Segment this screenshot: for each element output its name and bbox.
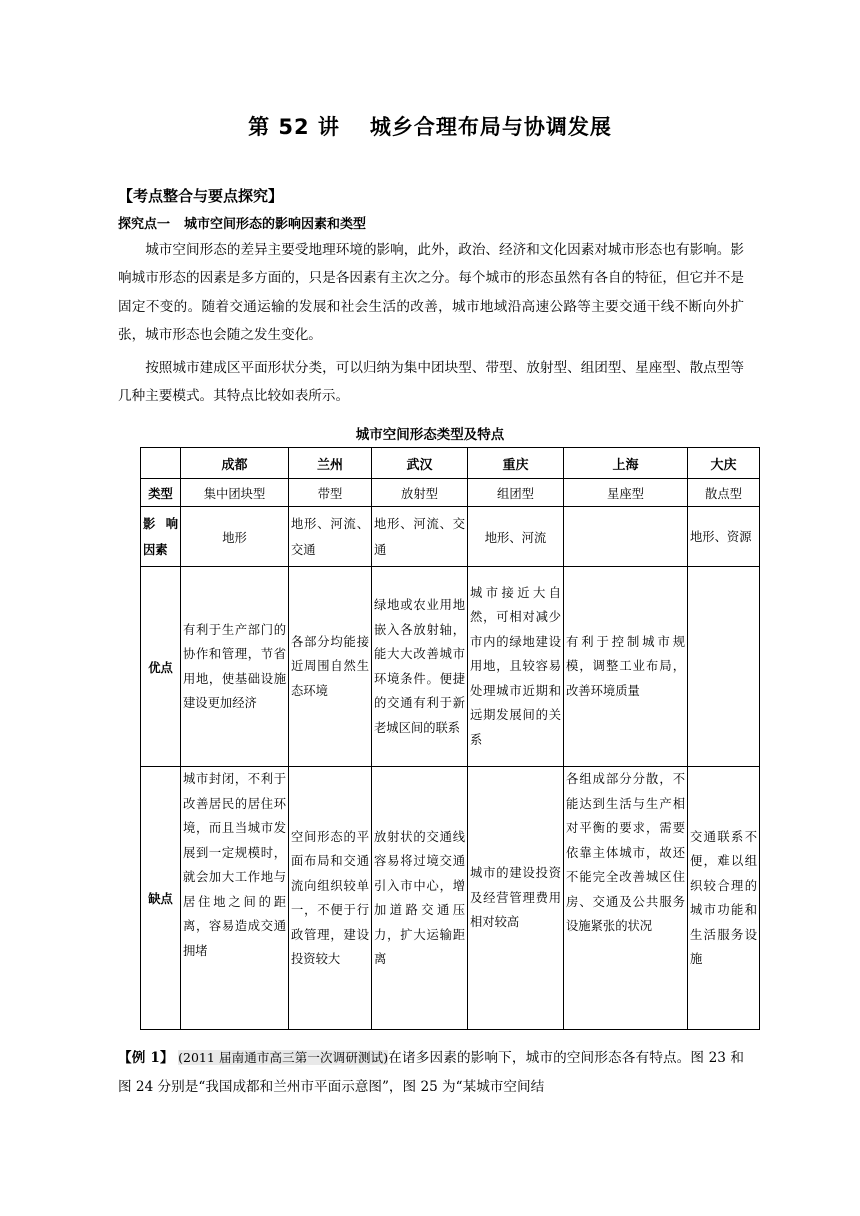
table-cell: 地形、河流、交通 (289, 507, 372, 567)
row-label: 优点 (141, 567, 181, 767)
table-row-pros (141, 567, 760, 767)
section-heading: 【考点整合与要点探究】 (118, 187, 284, 205)
table-cell: 集中团块型 (181, 479, 289, 507)
page-title (0, 111, 860, 141)
example-1 (118, 1044, 744, 1101)
table-cell: 地形、河流 (468, 507, 564, 567)
table-cell: 城市的建设投资及经营管理费用相对较高 (468, 767, 564, 1030)
table-row-type (141, 479, 760, 507)
row-label: 类型 (141, 479, 181, 507)
table-cell (564, 507, 688, 567)
table-cell (688, 567, 760, 767)
example-label: 【例 1】 (118, 1050, 174, 1066)
row-label: 影响因素 (141, 507, 181, 567)
table-cell: 各组成部分分散，不能达到生活与生产相对平衡的要求，需要依靠主体城市，故还不能完全改善城区住房、交通及公共服务设施紧张的状况 (564, 767, 688, 1030)
table-cell: 绿地或农业用地嵌入各放射轴，能大大改善城市环境条件。便捷的交通有利于新老城区间的联系 (372, 567, 468, 767)
table-cell: 城市封闭，不利于改善居民的居住环境，而且当城市发展到一定规模时，就会加大工作地与居住地之间的距离，容易造成交通拥堵 (181, 767, 289, 1030)
subsection-heading (118, 213, 366, 232)
table-cell: 有利于生产部门的协作和管理，节省用地，使基础设施建设更加经济 (181, 567, 289, 767)
col-header: 大庆 (688, 448, 760, 479)
subsection-text: 城市空间形态的影响因素和类型 (184, 217, 367, 232)
table-cell: 放射状的交通线容易将过境交通引入市中心，增加道路交通压力，扩大运输距离 (372, 767, 468, 1030)
table-cell: 空间形态的平面布局和交通流向组织较单一，不便于行政管理，建设投资较大 (289, 767, 372, 1030)
paragraph-1: 城市空间形态的差异主要受地理环境的影响，此外，政治、经济和文化因素对城市形态也有影响。影响城市形态的因素是多方面的，只是各因素有主次之分。每个城市的形态虽然有各自的特征，但它并不是固定不变的。随着交通运输的发展和社会生活的改善，城市地域沿高速公路等主要交通干线不断向外扩张，城市形态也会随之发生变化。 (118, 242, 744, 343)
table-cell: 放射型 (372, 479, 468, 507)
table-row-cons (141, 767, 760, 1030)
table-cell: 带型 (289, 479, 372, 507)
col-header: 重庆 (468, 448, 564, 479)
lecture-number: 第 52 讲 (248, 115, 340, 139)
table-caption: 城市空间形态类型及特点 (355, 427, 505, 443)
subsection-label: 探究点一 (118, 217, 171, 232)
table-header-row (141, 448, 760, 479)
lecture-title: 城乡合理布局与协调发展 (369, 115, 612, 139)
table-cell: 星座型 (564, 479, 688, 507)
example-text: 在诸多因素的影响下，城市的空间形态各有特点。图 23 和图 24 分别是“我国成都和兰州市平面示意图”，图 25 为“某城市空间结 (118, 1050, 744, 1095)
table-cell: 交通联系不便，难以组织较合理的城市功能和生活服务设施 (688, 767, 760, 1030)
paragraph-2: 按照城市建成区平面形状分类，可以归纳为集中团块型、带型、放射型、组团型、星座型、散点型等几种主要模式。其特点比较如表所示。 (118, 360, 744, 405)
table-cell: 各部分均能接近周围自然生态环境 (289, 567, 372, 767)
header-corner (141, 448, 181, 479)
col-header: 兰州 (289, 448, 372, 479)
col-header: 武汉 (372, 448, 468, 479)
table-cell: 地形、河流、交通 (372, 507, 468, 567)
table-cell: 组团型 (468, 479, 564, 507)
table-cell: 有利于控制城市规模，调整工业布局，改善环境质量 (564, 567, 688, 767)
col-header: 上海 (564, 448, 688, 479)
col-header: 成都 (181, 448, 289, 479)
table-cell: 城市接近大自然，可相对减少市内的绿地建设用地，且较容易处理城市近期和远期发展间的关系 (468, 567, 564, 767)
city-form-table (140, 447, 760, 1030)
row-label: 缺点 (141, 767, 181, 1030)
example-source: (2011 届南通市高三第一次调研测试) (178, 1050, 389, 1065)
table-row-factors (141, 507, 760, 567)
table-cell: 散点型 (688, 479, 760, 507)
table-cell: 地形、资源 (688, 507, 760, 567)
table-cell: 地形 (181, 507, 289, 567)
